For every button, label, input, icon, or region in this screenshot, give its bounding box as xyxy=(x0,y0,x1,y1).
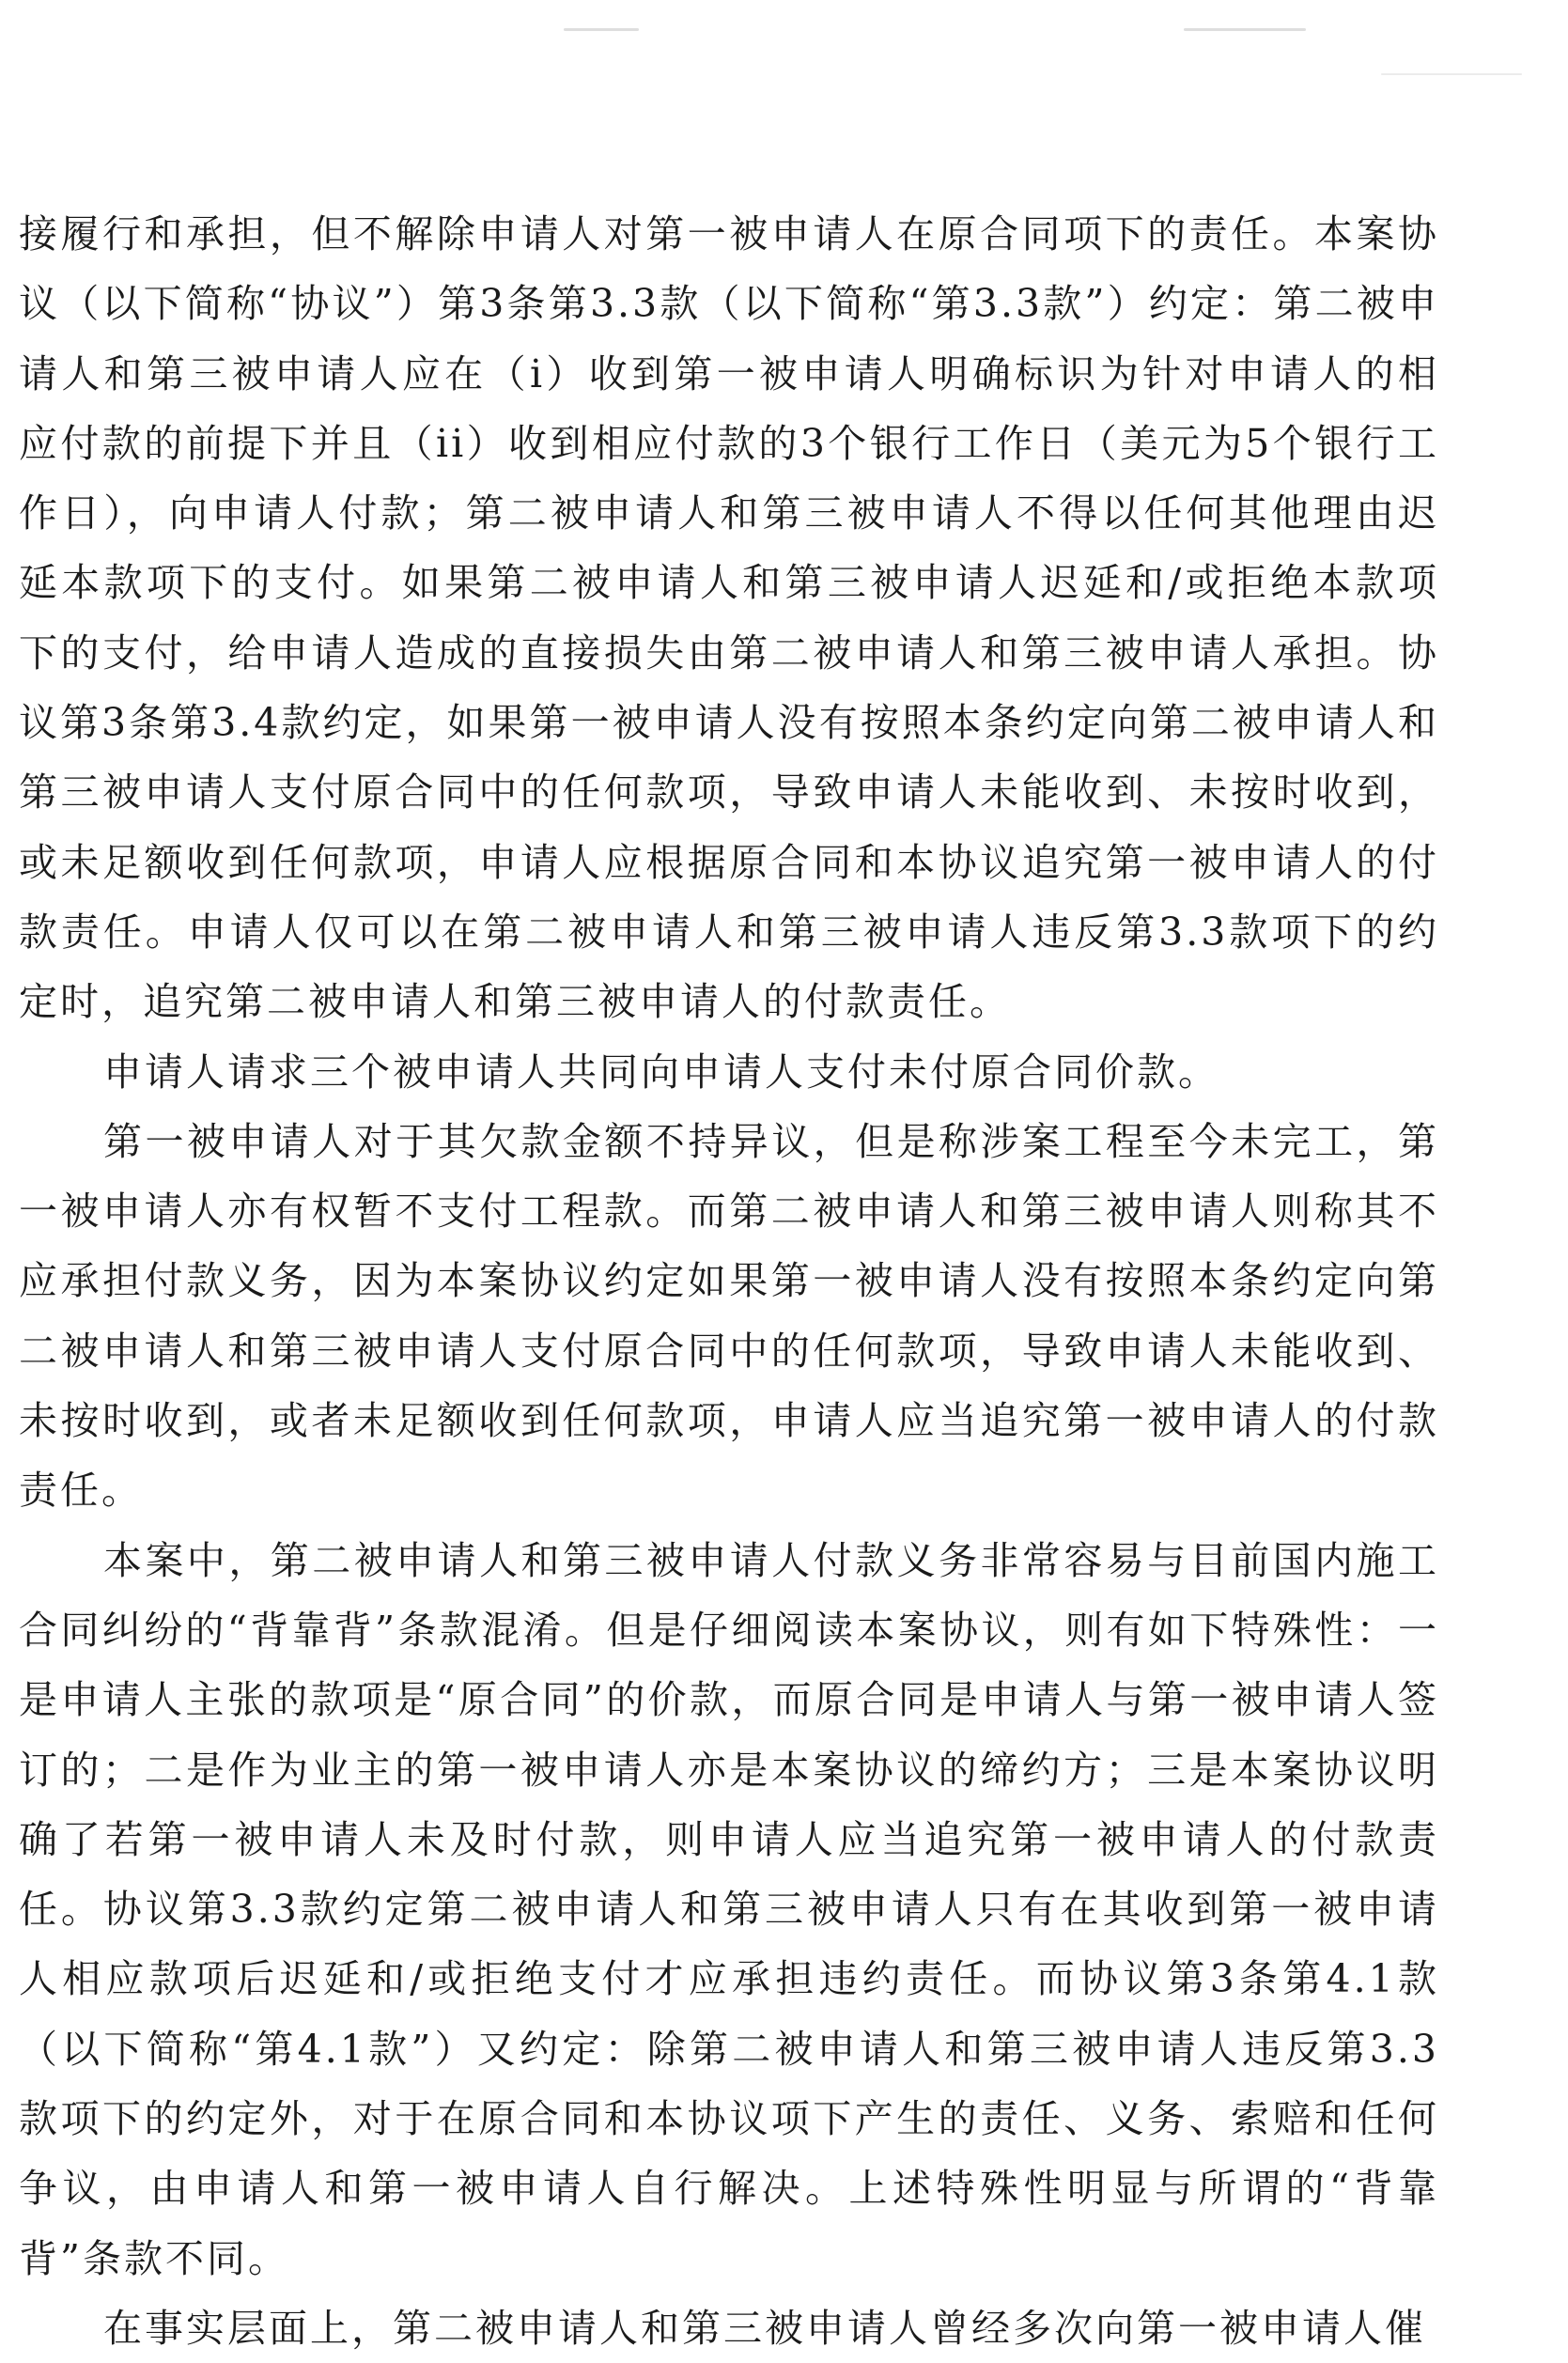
document-body xyxy=(19,199,1439,2363)
paragraph-continuation: 接履行和承担，但不解除申请人对第一被申请人在原合同项下的责任。本案协议（以下简称“协议”）第3条第3.3款（以下简称“第3.3款”）约定：第二被申请人和第三被申请人应在（i）收到第一被申请人明确标识为针对申请人的相应付款的前提下并且（ii）收到相应付款的3个银行工作日（美元为5个银行工作日），向申请人付款；第二被申请人和第三被申请人不得以任何其他理由迟延本款项下的支付。如果第二被申请人和第三被申请人迟延和/或拒绝本款项下的支付，给申请人造成的直接损失由第二被申请人和第三被申请人承担。协议第3条第3.4款约定，如果第一被申请人没有按照本条约定向第二被申请人和第三被申请人支付原合同中的任何款项，导致申请人未能收到、未按时收到，或未足额收到任何款项，申请人应根据原合同和本协议追究第一被申请人的付款责任。申请人仅可以在第二被申请人和第三被申请人违反第3.3款项下的约定时，追究第二被申请人和第三被申请人的付款责任。 xyxy=(19,211,1439,1025)
paragraph: 第一被申请人对于其欠款金额不持异议，但是称涉案工程至今未完工，第一被申请人亦有权暂不支付工程款。而第二被申请人和第三被申请人则称其不应承担付款义务，因为本案协议约定如果第一被申请人没有按照本条约定向第二被申请人和第三被申请人支付原合同中的任何款项，导致申请人未能收到、未按时收到，或者未足额收到任何款项，申请人应当追究第一被申请人的付款责任。 xyxy=(19,1118,1439,1514)
scan-artifact xyxy=(564,28,639,31)
scan-artifact xyxy=(1184,28,1306,31)
paragraph-cut-off: 在事实层面上，第二被申请人和第三被申请人曾经多次向第一被申请人催 xyxy=(103,2305,1426,2351)
paragraph: 本案中，第二被申请人和第三被申请人付款义务非常容易与目前国内施工合同纠纷的“背靠背”条款混淆。但是仔细阅读本案协议，则有如下特殊性：一是申请人主张的款项是“原合同”的价款，而原合同是申请人与第一被申请人签订的；二是作为业主的第一被申请人亦是本案协议的缔约方；三是本案协议明确了若第一被申请人未及时付款，则申请人应当追究第一被申请人的付款责任。协议第3.3款约定第二被申请人和第三被申请人只有在其收到第一被申请人相应款项后迟延和/或拒绝支付才应承担违约责任。而协议第3条第4.1款（以下简称“第4.1款”）又约定：除第二被申请人和第三被申请人违反第3.3款项下的约定外，对于在原合同和本协议项下产生的责任、义务、索赔和任何争议，由申请人和第一被申请人自行解决。上述特殊性明显与所谓的“背靠背”条款不同。 xyxy=(19,1537,1439,2281)
scan-artifact xyxy=(1381,73,1522,75)
paragraph: 申请人请求三个被申请人共同向申请人支付未付原合同价款。 xyxy=(103,1049,1219,1095)
